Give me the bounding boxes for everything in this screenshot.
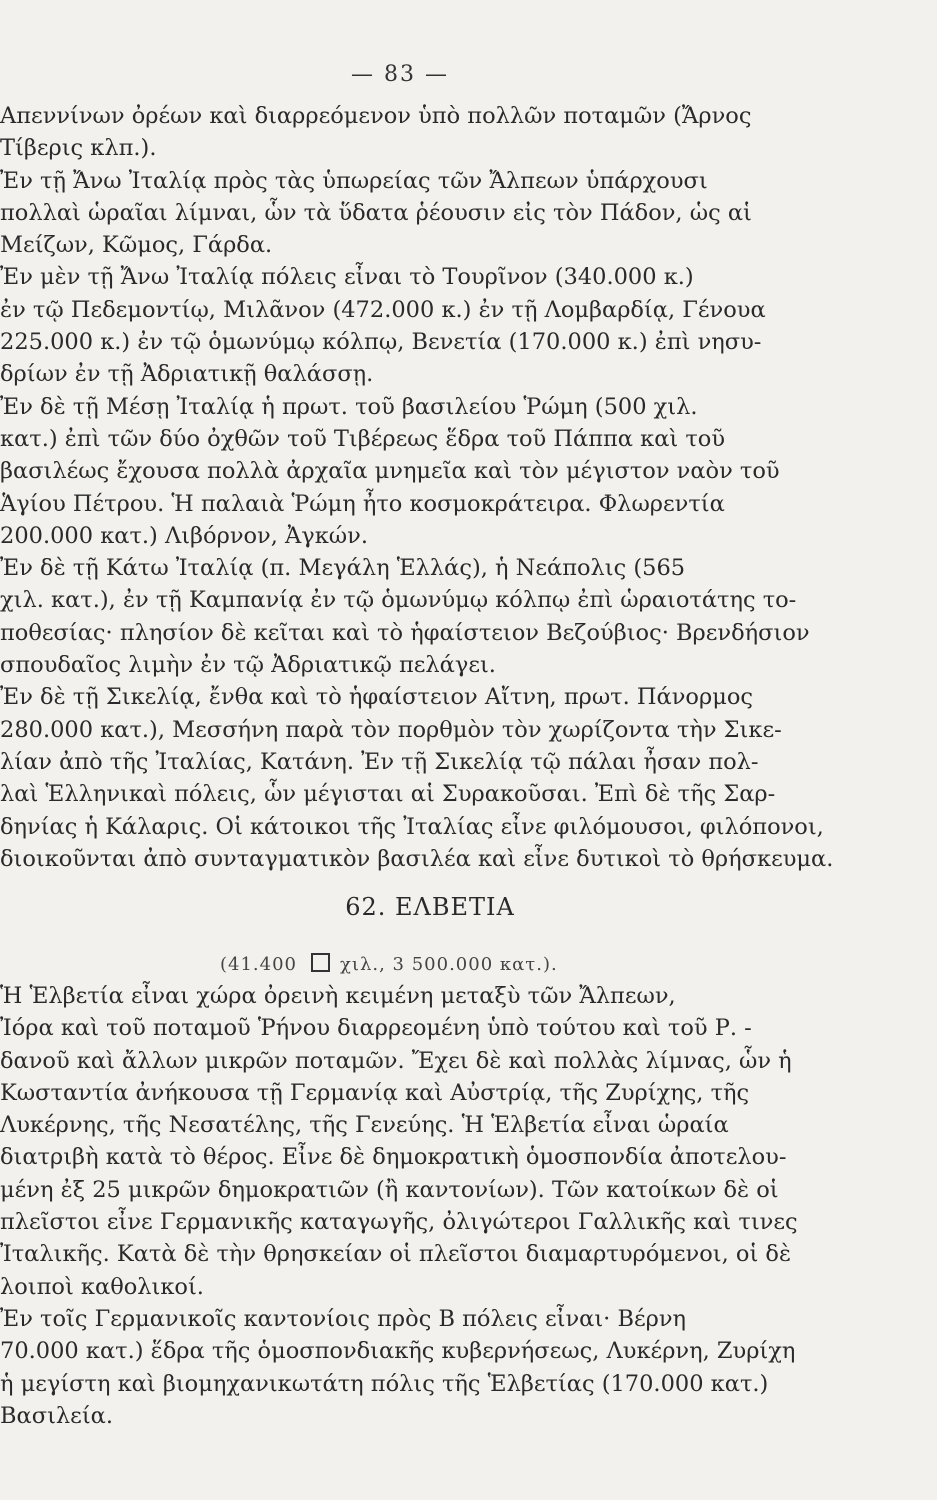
switzerland-text-line: Ἐν τοῖς Γερμανικοῖς καντονίοις πρὸς Β πόλεις εἶναι· Βέρνη [0,1305,687,1332]
page-number: — 83 — [351,62,449,87]
italy-text-line: 200.000 κατ.) Λιβόρνον, Ἀγκών. [0,522,368,549]
switzerland-text-line: Λυκέρνης, τῆς Νεσατέλης, τῆς Γενεύης. Ἡ Ἑλβετία εἶναι ὡραία [0,1112,729,1139]
italy-text-line: σπουδαῖος λιμὴν ἐν τῷ Ἀδριατικῷ πελάγει. [0,652,496,679]
italy-text-line: βασιλέως ἔχουσα πολλὰ ἀρχαῖα μνημεῖα καὶ τὸν μέγιστον ναὸν τοῦ [0,458,780,485]
italy-text-line: λαὶ Ἑλληνικαὶ πόλεις, ὧν μέγισται αἱ Συρακοῦσαι. Ἐπὶ δὲ τῆς Σαρ- [0,781,776,808]
area-text-after: χιλ., 3 500.000 κατ.). [340,954,558,975]
italy-text-line: δηνίας ἡ Κάλαρις. Οἱ κάτοικοι τῆς Ἰταλίας εἶνε φιλόμουσοι, φιλόπονοι, [0,813,824,840]
italy-text-line: Ἐν τῇ Ἄνω Ἰταλίᾳ πρὸς τὰς ὑπωρείας τῶν Ἄλπεων ὑπάρχουσι [0,167,708,194]
switzerland-text-line: Βασιλεία. [0,1402,113,1429]
italy-text-line: διοικοῦνται ἀπὸ συνταγματικὸν βασιλέα καὶ εἶνε δυτικοὶ τὸ θρήσκευμα. [0,845,834,872]
italy-text-line: Ἐν δὲ τῇ Μέσῃ Ἰταλίᾳ ἡ πρωτ. τοῦ βασιλείου Ῥώμη (500 χιλ. [0,393,698,420]
italy-text-line: Ἁγίου Πέτρου. Ἡ παλαιὰ Ῥώμη ἦτο κοσμοκράτειρα. Φλωρεντία [0,490,725,517]
italy-text-line: ἐν τῷ Πεδεμοντίῳ, Μιλᾶνον (472.000 κ.) ἐν τῇ Λομβαρδίᾳ, Γένουα [0,296,766,323]
italy-text-line: ποθεσίας· πλησίον δὲ κεῖται καὶ τὸ ἡφαίστειον Βεζούβιος· Βρενδήσιον [0,619,810,646]
switzerland-text-line: Ἰόρα καὶ τοῦ ποταμοῦ Ῥήνου διαρρεομένη ὑπὸ τούτου καὶ τοῦ Ρ. - [0,1015,752,1042]
switzerland-text-line: Ἰταλικῆς. Κατὰ δὲ τὴν θρησκείαν οἱ πλεῖστοι διαμαρτυρόμενοι, οἱ δὲ [0,1241,792,1268]
switzerland-text-line: 70.000 κατ.) ἕδρα τῆς ὁμοσπονδιακῆς κυβερνήσεως, Λυκέρνη, Ζυρίχη [0,1338,796,1365]
switzerland-text-line: Ἡ Ἑλβετία εἶναι χώρα ὀρεινὴ κειμένη μεταξὺ τῶν Ἄλπεων, [0,983,676,1009]
italy-text-line: χιλ. κατ.), ἐν τῇ Καμπανίᾳ ἐν τῷ ὁμωνύμῳ κόλπῳ ἐπὶ ὡραιοτάτης το- [0,587,797,614]
switzerland-text-line: ἡ μεγίστη καὶ βιομηχανικωτάτη πόλις τῆς Ἑλβετίας (170.000 κατ.) [0,1370,769,1397]
italy-text-line: λίαν ἀπὸ τῆς Ἰταλίας, Κατάνη. Ἐν τῇ Σικελίᾳ τῷ πάλαι ἦσαν πολ- [0,748,759,775]
switzerland-text-line: δανοῦ καὶ ἄλλων μικρῶν ποταμῶν. Ἔχει δὲ καὶ πολλὰς λίμνας, ὧν ἡ [0,1047,792,1074]
italy-text-line: Τίβερις κλπ.). [0,135,157,162]
area-population-line [220,953,558,975]
italy-text-line: Ἐν δὲ τῇ Κάτω Ἰταλίᾳ (π. Μεγάλη Ἑλλάς), ἡ Νεάπολις (565 [0,555,686,582]
switzerland-text-line: μένη ἐξ 25 μικρῶν δημοκρατιῶν (ἢ καντονίων). Τῶν κατοίκων δὲ οἱ [0,1176,779,1203]
italy-text-line: δρίων ἐν τῇ Ἀδριατικῇ θαλάσσῃ. [0,361,374,388]
switzerland-text-line: λοιποὶ καθολικοί. [0,1273,204,1300]
switzerland-text-line: πλεῖστοι εἶνε Γερμανικῆς καταγωγῆς, ὀλιγώτεροι Γαλλικῆς καὶ τινες [0,1209,798,1236]
italy-text-line: κατ.) ἐπὶ τῶν δύο ὀχθῶν τοῦ Τιβέρεως ἕδρα τοῦ Πάππα καὶ τοῦ [0,425,726,452]
italy-text-line: 280.000 κατ.), Μεσσήνη παρὰ τὸν πορθμὸν τὸν χωρίζοντα τὴν Σικε- [0,716,782,743]
italy-text-line: 225.000 κ.) ἐν τῷ ὁμωνύμῳ κόλπῳ, Βενετία (170.000 κ.) ἐπὶ νησυ- [0,329,762,356]
area-text-before: (41.400 [220,954,298,975]
italy-text-line: Ἐν δὲ τῇ Σικελίᾳ, ἔνθα καὶ τὸ ἡφαίστειον Αἴτνη, πρωτ. Πάνορμος [0,684,753,711]
section-heading: 62. ΕΛΒΕΤΙΑ [345,893,515,921]
italy-text-line: πολλαὶ ὡραῖαι λίμναι, ὧν τὰ ὕδατα ῥέουσιν εἰς τὸν Πάδον, ὡς αἱ [0,199,752,226]
switzerland-text-line: Κωσταντία ἀνήκουσα τῇ Γερμανίᾳ καὶ Αὐστρίᾳ, τῆς Ζυρίχης, τῆς [0,1079,750,1106]
switzerland-text-line: διατριβὴ κατὰ τὸ θέρος. Εἶνε δὲ δημοκρατικὴ ὁμοσπονδία ἀποτελου- [0,1144,787,1171]
italy-text-line: Ἐν μὲν τῇ Ἄνω Ἰταλίᾳ πόλεις εἶναι τὸ Τουρῖνον (340.000 κ.) [0,264,694,291]
text-block-italy [0,100,860,875]
italy-text-line: Μείζων, Κῶμος, Γάρδα. [0,232,273,259]
italy-text-line: Απεννίνων ὀρέων καὶ διαρρεόμενον ὑπὸ πολλῶν ποταμῶν (Ἄρνος [0,103,752,129]
square-km-icon [311,953,330,972]
text-block-switzerland [0,980,860,1432]
